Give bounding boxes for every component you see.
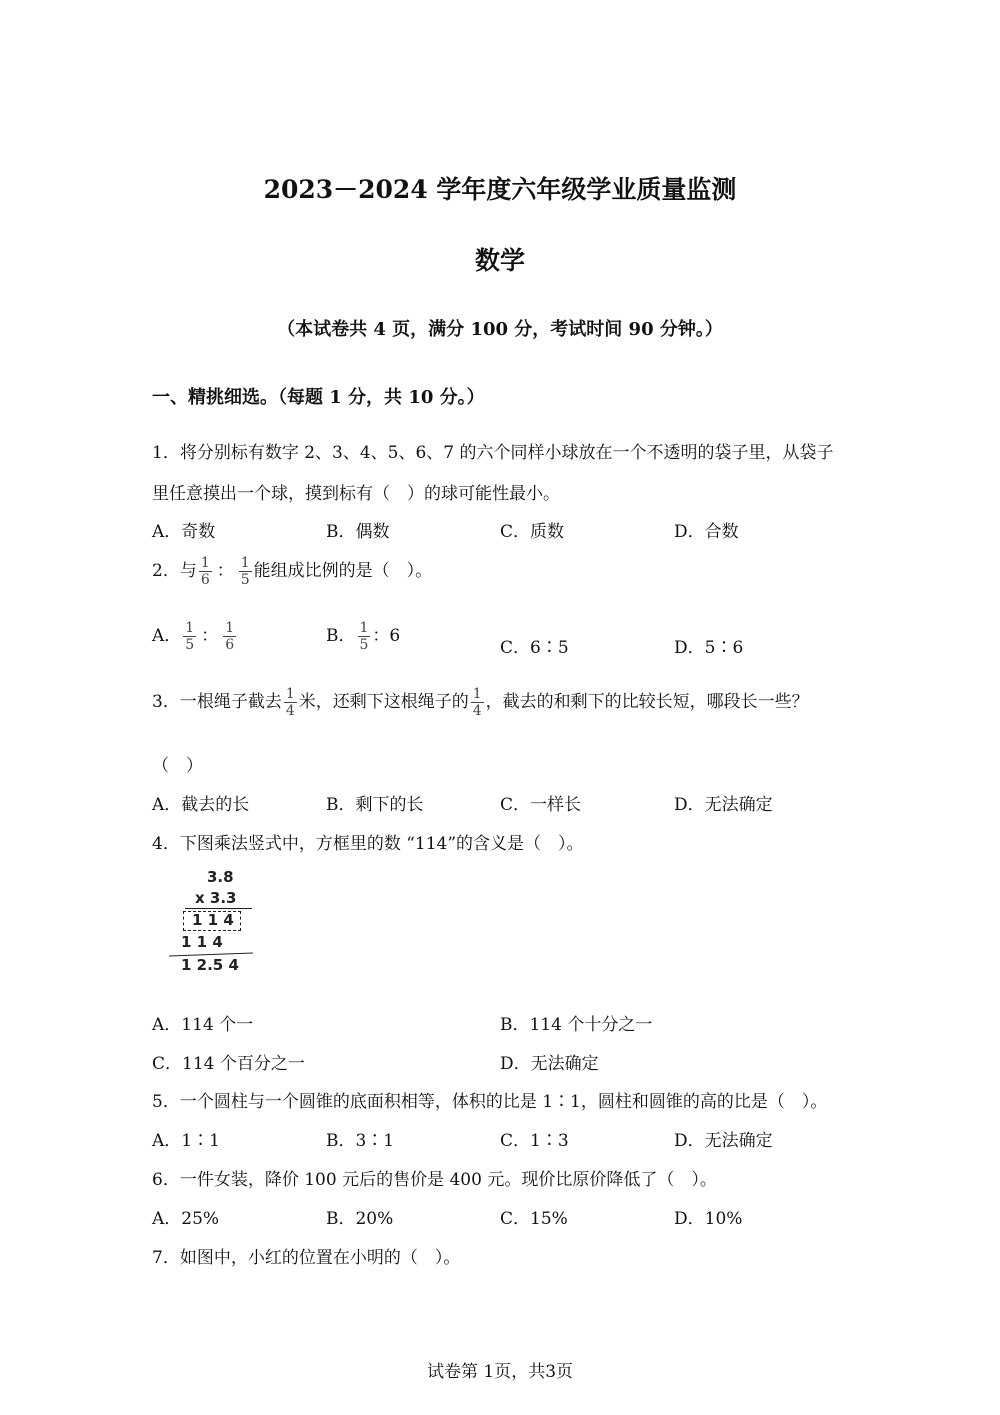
q5-option-b: B．3∶1 xyxy=(326,1131,395,1151)
denominator: 4 xyxy=(472,703,482,719)
multiplication-figure xyxy=(165,865,260,980)
q3-question xyxy=(152,686,809,719)
fraction xyxy=(223,620,236,653)
denominator: 6 xyxy=(200,572,210,588)
q5-question: 5．一个圆柱与一个圆锥的底面积相等，体积的比是 1∶1，圆柱和圆锥的高的比是（ ）。 xyxy=(152,1092,828,1112)
q1-option-c: C．质数 xyxy=(500,522,565,542)
ratio-colon: ： xyxy=(216,561,234,581)
fraction xyxy=(183,620,196,653)
calc-boxed-number: 1 1 4 xyxy=(192,911,234,929)
numerator: 1 xyxy=(285,686,295,702)
q1-option-a: A．奇数 xyxy=(152,522,216,542)
q5-option-d: D．无法确定 xyxy=(674,1131,773,1151)
q1-option-b: B．偶数 xyxy=(326,522,390,542)
q3-line2: （ ） xyxy=(152,756,203,776)
denominator: 6 xyxy=(225,637,235,653)
fraction xyxy=(471,686,484,719)
q4-option-b: B．114 个十分之一 xyxy=(500,1015,653,1035)
exam-note: （本试卷共 4 页，满分 100 分，考试时间 90 分钟。） xyxy=(277,319,723,340)
q2-option-c: C．6∶5 xyxy=(500,638,569,658)
q3-part3: ，截去的和剩下的比较长短，哪段长一些？ xyxy=(485,692,809,712)
q3-part1: 3．一根绳子截去 xyxy=(152,692,282,712)
denominator: 5 xyxy=(240,572,250,588)
section-heading: 一、精挑细选。（每题 1 分，共 10 分。） xyxy=(152,387,485,408)
q6-option-b: B．20% xyxy=(326,1209,394,1229)
option-label: B． xyxy=(326,626,356,646)
q4-option-c: C．114 个百分之一 xyxy=(152,1054,305,1074)
q6-question: 6．一件女装，降价 100 元后的售价是 400 元。现价比原价降低了（ ）。 xyxy=(152,1170,717,1190)
q2-suffix: 能组成比例的是（ ）。 xyxy=(253,561,433,581)
calc-multiplier: x 3.3 xyxy=(195,889,237,907)
calc-multiplicand: 3.8 xyxy=(207,868,234,886)
numerator: 1 xyxy=(472,686,482,702)
calc-rule xyxy=(185,908,252,909)
q4-question: 4．下图乘法竖式中，方框里的数 “114”的含义是（ ）。 xyxy=(152,834,584,854)
q3-option-b: B．剩下的长 xyxy=(326,795,424,815)
q1-line2: 里任意摸出一个球，摸到标有（ ）的球可能性最小。 xyxy=(152,484,560,504)
q4-option-a: A．114 个一 xyxy=(152,1015,254,1035)
q6-option-c: C．15% xyxy=(500,1209,568,1229)
q2-option-d: D．5∶6 xyxy=(674,638,744,658)
q2-prefix: 2．与 xyxy=(152,561,197,581)
numerator: 1 xyxy=(200,555,210,571)
calc-partial: 1 1 4 xyxy=(181,933,223,951)
q4-option-d: D．无法确定 xyxy=(500,1054,599,1074)
q3-option-c: C．一样长 xyxy=(500,795,582,815)
exam-title: 2023－2024 学年度六年级学业质量监测 xyxy=(263,175,737,204)
q3-option-a: A．截去的长 xyxy=(152,795,250,815)
q1-option-d: D．合数 xyxy=(674,522,739,542)
q2-option-b xyxy=(326,620,400,653)
fraction xyxy=(284,686,297,719)
q2-option-a xyxy=(152,620,238,653)
page-footer: 试卷第 1页，共3页 xyxy=(426,1362,574,1382)
numerator: 1 xyxy=(185,620,195,636)
q2-question xyxy=(152,555,432,588)
q6-option-d: D．10% xyxy=(674,1209,743,1229)
q1-line1: 1．将分别标有数字 2、3、4、5、6、7 的六个同样小球放在一个不透明的袋子里，从袋子 xyxy=(152,443,834,463)
fraction xyxy=(239,555,252,588)
numerator: 1 xyxy=(359,620,369,636)
q3-option-d: D．无法确定 xyxy=(674,795,773,815)
q5-option-c: C．1∶3 xyxy=(500,1131,569,1151)
option-label: A． xyxy=(152,626,182,646)
q5-option-a: A．1∶1 xyxy=(152,1131,220,1151)
numerator: 1 xyxy=(225,620,235,636)
denominator: 5 xyxy=(185,637,195,653)
denominator: 4 xyxy=(285,703,295,719)
fraction xyxy=(199,555,212,588)
fraction xyxy=(358,620,371,653)
q6-option-a: A．25% xyxy=(152,1209,220,1229)
calc-result: 1 2.5 4 xyxy=(181,956,239,974)
denominator: 5 xyxy=(359,637,369,653)
option-rest: ：6 xyxy=(372,626,401,646)
q3-part2: 米，还剩下这根绳子的 xyxy=(298,692,469,712)
ratio-colon: ： xyxy=(201,626,219,646)
q7-question: 7．如图中，小红的位置在小明的（ ）。 xyxy=(152,1248,461,1268)
subject-title: 数学 xyxy=(474,246,525,275)
numerator: 1 xyxy=(240,555,250,571)
